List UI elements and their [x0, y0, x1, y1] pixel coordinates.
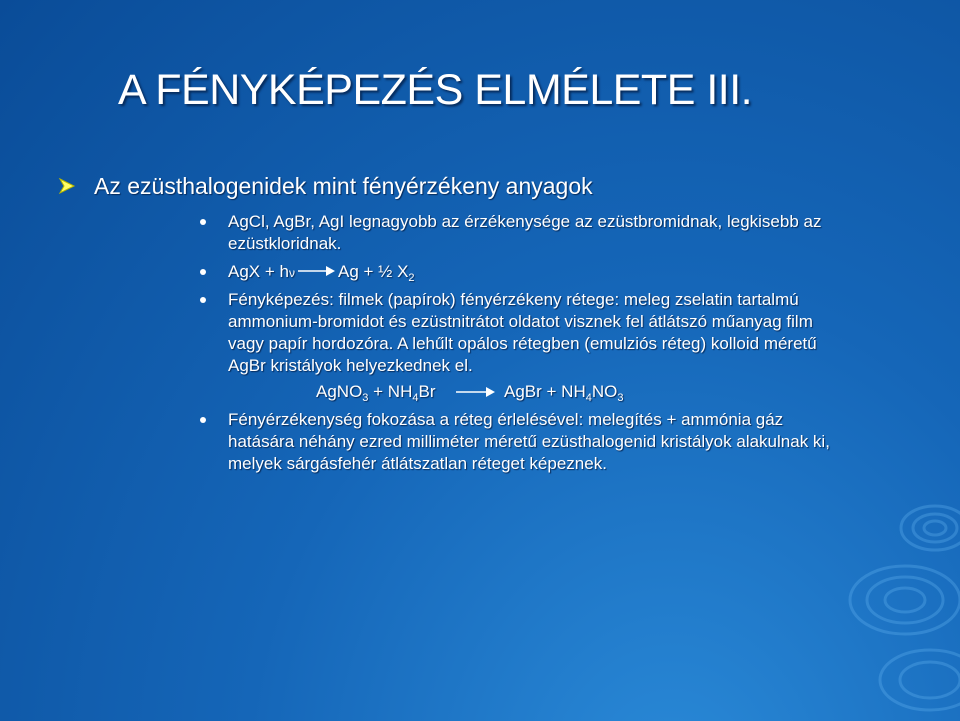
slide-title: A FÉNYKÉPEZÉS ELMÉLETE III. [118, 66, 753, 114]
bullet-1-line-1: AgCl, AgBr, AgI legnagyobb az érzékenysége az ezüstbromidnak, legkisebb az [228, 212, 822, 231]
level1-text: Az ezüsthalogenidek mint fényérzékeny anyagok [94, 173, 593, 199]
subscript: 4 [585, 392, 592, 404]
bullet-3-line-2: ammonium-bromidot és ezüstnitrátot oldatot visznek fel átlátszó műanyag film [228, 312, 813, 331]
eq-no: NO [591, 382, 618, 401]
bullet-3-line-1: Fényképezés: filmek (papírok) fényérzékeny rétege: meleg zselatin tartalmú [228, 290, 799, 309]
eq-agno: AgNO [316, 382, 363, 401]
equation-right: Ag + ½ X [338, 262, 409, 281]
subscript: 3 [617, 392, 624, 404]
eq-nh: + NH [368, 382, 413, 401]
subscript: 3 [362, 392, 369, 404]
bullet-3-line-3: vagy papír hordozóra. A lehűlt opálos rétegben (emulziós réteg) kolloid méretű [228, 334, 817, 353]
bullet-dot-icon [200, 297, 206, 303]
nu-symbol: ν [288, 266, 295, 280]
arrowhead-bullet-icon [58, 177, 76, 195]
subscript: 2 [408, 272, 415, 284]
right-arrow-icon [298, 265, 336, 277]
bullet-4-line-1: Fényérzékenység fokozása a réteg érlelésével: melegítés + ammónia gáz [228, 410, 784, 429]
bullet-3-line-4: AgBr kristályok helyezkednek el. [228, 356, 473, 375]
bullet-dot-icon [200, 219, 206, 225]
reaction-reactants [316, 381, 435, 403]
bullet-4-line-2: hatására néhány ezred milliméter méretű ezüsthalogenid kristályok alakulnak ki, [228, 432, 830, 451]
photolysis-equation [228, 261, 295, 284]
bullet-4-line-3: melyek sárgásfehér átlátszatlan réteget képeznek. [228, 454, 607, 473]
equation-left: AgX + h [228, 262, 289, 281]
eq-br: Br [418, 382, 436, 401]
reaction-products [504, 381, 623, 403]
eq-agbr-nh: AgBr + NH [504, 382, 586, 401]
bullet-dot-icon [200, 417, 206, 423]
bullet-1-line-2: ezüstkloridnak. [228, 234, 342, 253]
subscript: 4 [412, 392, 419, 404]
right-arrow-icon [456, 386, 496, 398]
bullet-dot-icon [200, 269, 206, 275]
photolysis-equation-products [338, 261, 415, 283]
